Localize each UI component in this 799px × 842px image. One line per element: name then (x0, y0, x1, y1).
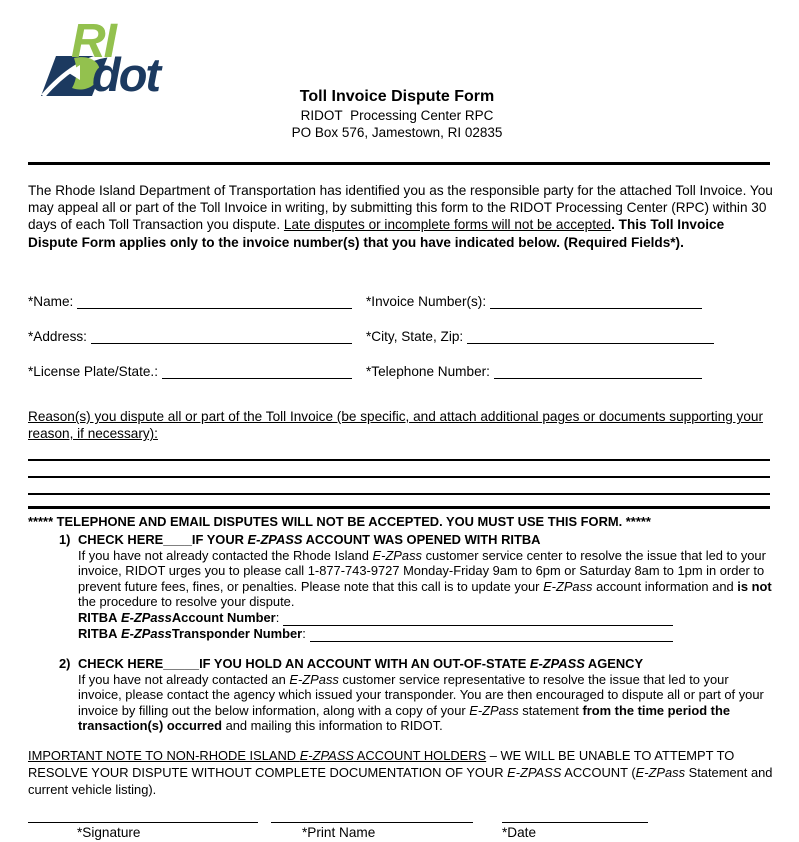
intro-paragraph (28, 182, 774, 251)
section-divider-rule (28, 506, 770, 509)
ritba-account-input-line[interactable] (283, 613, 673, 626)
checklist-item-1 (59, 532, 773, 642)
logo-ri-text: RI (71, 15, 115, 68)
important-note-underline-2: ACCOUNT HOLDERS (353, 748, 487, 763)
name-label: *Name: (28, 294, 74, 309)
important-note (28, 747, 776, 798)
item-2-heading-text[interactable]: CHECK HERE_____IF YOU HOLD AN ACCOUNT WITH AN OUT-OF-STATE (78, 656, 530, 671)
item-2-body (78, 672, 773, 734)
item-2-body-text-2: customer service representative to resolve the issue that led to your invoice, please contact the agency which issued your transponder. You are then encouraged to dispute all or part of your invoice by filling out the below information, along with a copy of your (78, 671, 764, 718)
item-2-body-text-1: If you have not already contacted an (78, 671, 290, 687)
ritba-transponder-label-1: RITBA (78, 626, 121, 642)
address-label: *Address: (28, 329, 87, 344)
item-1-body-ezpass-1: E-ZPass (372, 547, 422, 563)
signature-block (28, 806, 772, 840)
item-2-body-bold: from the time period the transaction(s) occurred (78, 702, 730, 734)
ritba-account-label-2: Account Number (171, 610, 276, 626)
item-2-heading (78, 656, 773, 672)
contact-fields (28, 289, 772, 394)
po-box-line: PO Box 576, Jamestown, RI 02835 (291, 125, 503, 140)
item-2-heading-ezpass: E-ZPASS (529, 656, 585, 671)
item-1-body-ezpass-2: E-ZPass (543, 578, 593, 594)
print-name-label: *Print Name (302, 825, 376, 840)
reason-write-line-1[interactable] (28, 459, 770, 461)
form-title: Toll Invoice Dispute Form (299, 88, 495, 105)
important-note-underline-1: IMPORTANT NOTE TO NON-RHODE ISLAND (28, 748, 300, 763)
logo-dot-text: dot (92, 48, 160, 101)
city-state-zip-input-line[interactable] (467, 329, 714, 344)
item-1-number: 1) (59, 532, 71, 547)
item-1-heading-rest: ACCOUNT WAS OPENED WITH RITBA (302, 532, 541, 547)
item-2-body-text-3: statement (518, 702, 583, 718)
item-1-heading-ezpass: E-ZPASS (247, 532, 303, 547)
invoice-number-field (366, 294, 702, 309)
license-plate-input-line[interactable] (162, 364, 352, 379)
item-1-body-text-1: If you have not already contacted the Rhode Island (78, 547, 373, 563)
license-plate-field (28, 364, 352, 379)
important-note-ezpass-1: E-ZPASS (507, 765, 562, 780)
field-row-2 (28, 324, 772, 344)
item-2-body-ezpass-1: E-ZPass (289, 671, 339, 687)
top-divider-rule (28, 162, 770, 165)
signature-label: *Signature (77, 825, 141, 840)
field-row-1 (28, 289, 772, 309)
item-2-heading-rest: AGENCY (584, 656, 644, 671)
item-1-content (78, 532, 773, 642)
form-header (0, 88, 794, 140)
item-1-body (78, 548, 773, 610)
ritba-transponder-colon: : (302, 626, 306, 642)
reason-write-line-3[interactable] (28, 493, 770, 495)
important-note-text-1: – WE WILL BE UNABLE TO ATTEMPT TO RESOLVE YOUR DISPUTE WITHOUT COMPLETE DOCUMENTATION OF YOUR (28, 748, 735, 780)
intro-text: The Rhode Island Department of Transportation has identified you as the responsible party for the attached Toll Invoice. You may appeal all or part of the Toll Invoice in writing, by submitting this form to the RIDOT Processing Center (RPC) within 30 days of each Toll Transaction you dispute. (28, 183, 773, 233)
checklist-item-2 (59, 656, 773, 734)
item-1-body-bold: is not (737, 578, 772, 594)
print-name-input-line[interactable] (271, 806, 473, 823)
date-label: *Date (502, 825, 537, 840)
important-note-text-3: Statement and current vehicle listing). (28, 765, 773, 797)
date-input-line[interactable] (502, 806, 648, 823)
city-state-zip-label: *City, State, Zip: (366, 329, 464, 344)
item-1-body-text-4: the procedure to resolve your dispute. (78, 594, 295, 610)
reason-heading (28, 408, 774, 442)
item-1-heading-text[interactable]: CHECK HERE____IF YOUR (78, 532, 248, 547)
print-name-column (271, 806, 473, 840)
reason-heading-text: Reason(s) you dispute all or part of the Toll Invoice (be specific, and attach additional pages or documents supporting your reason, if necessary): (28, 409, 763, 442)
processing-center-line: RIDOT Processing Center RPC (300, 108, 494, 123)
invoice-number-input-line[interactable] (490, 294, 702, 309)
item-1-body-text-2: customer service center to resolve the issue that led to your invoice, RIDOT urges you to please call 1-877-743-9727 Monday-Friday 9am to 6pm or Saturday 8am to 1pm in order to prevent future fees, fines, or penalties. Please note that this call is to update your (78, 547, 766, 594)
ritba-transponder-label-2: Transponder Number (171, 626, 303, 642)
ritba-transponder-number-row (78, 626, 773, 642)
ritba-account-ezpass: E-ZPass (120, 610, 172, 626)
item-2-number: 2) (59, 656, 71, 671)
item-2-body-text-4: and mailing this information to RIDOT. (221, 718, 443, 734)
item-2-content (78, 656, 773, 734)
intro-bold-text: . This Toll Invoice Dispute Form applies only to the invoice number(s) that you have indicated below. (Required Fields*). (28, 217, 725, 250)
date-column (502, 806, 648, 840)
ritba-account-colon: : (275, 610, 280, 626)
telephone-input-line[interactable] (494, 364, 702, 379)
ritba-account-number-row (78, 610, 773, 626)
item-2-body-ezpass-2: E-ZPass (469, 702, 519, 718)
reason-write-line-2[interactable] (28, 476, 770, 478)
telephone-label: *Telephone Number: (366, 364, 490, 379)
item-1-heading (78, 532, 773, 548)
address-field (28, 329, 352, 344)
city-state-zip-field (366, 329, 714, 344)
address-input-line[interactable] (91, 329, 352, 344)
telephone-field (366, 364, 702, 379)
item-1-body-text-3: account information and (592, 578, 738, 594)
no-phone-email-notice: ***** TELEPHONE AND EMAIL DISPUTES WILL NOT BE ACCEPTED. YOU MUST USE THIS FORM. ***** (28, 514, 651, 529)
ritba-account-label-1: RITBA (78, 610, 121, 626)
ritba-transponder-ezpass: E-ZPass (120, 626, 172, 642)
field-row-3 (28, 359, 772, 379)
signature-column (28, 806, 258, 840)
license-plate-label: *License Plate/State.: (28, 364, 158, 379)
invoice-number-label: *Invoice Number(s): (366, 294, 487, 309)
name-field (28, 294, 352, 309)
important-note-text-2: ACCOUNT ( (561, 765, 636, 780)
ritba-transponder-input-line[interactable] (310, 629, 673, 642)
intro-underlined-text: Late disputes or incomplete forms will not be accepted (283, 217, 612, 233)
important-note-underline-ezpass: E-ZPASS (299, 748, 354, 763)
name-input-line[interactable] (77, 294, 352, 309)
important-note-ezpass-2: E-ZPass (635, 765, 686, 780)
signature-input-line[interactable] (28, 806, 258, 823)
